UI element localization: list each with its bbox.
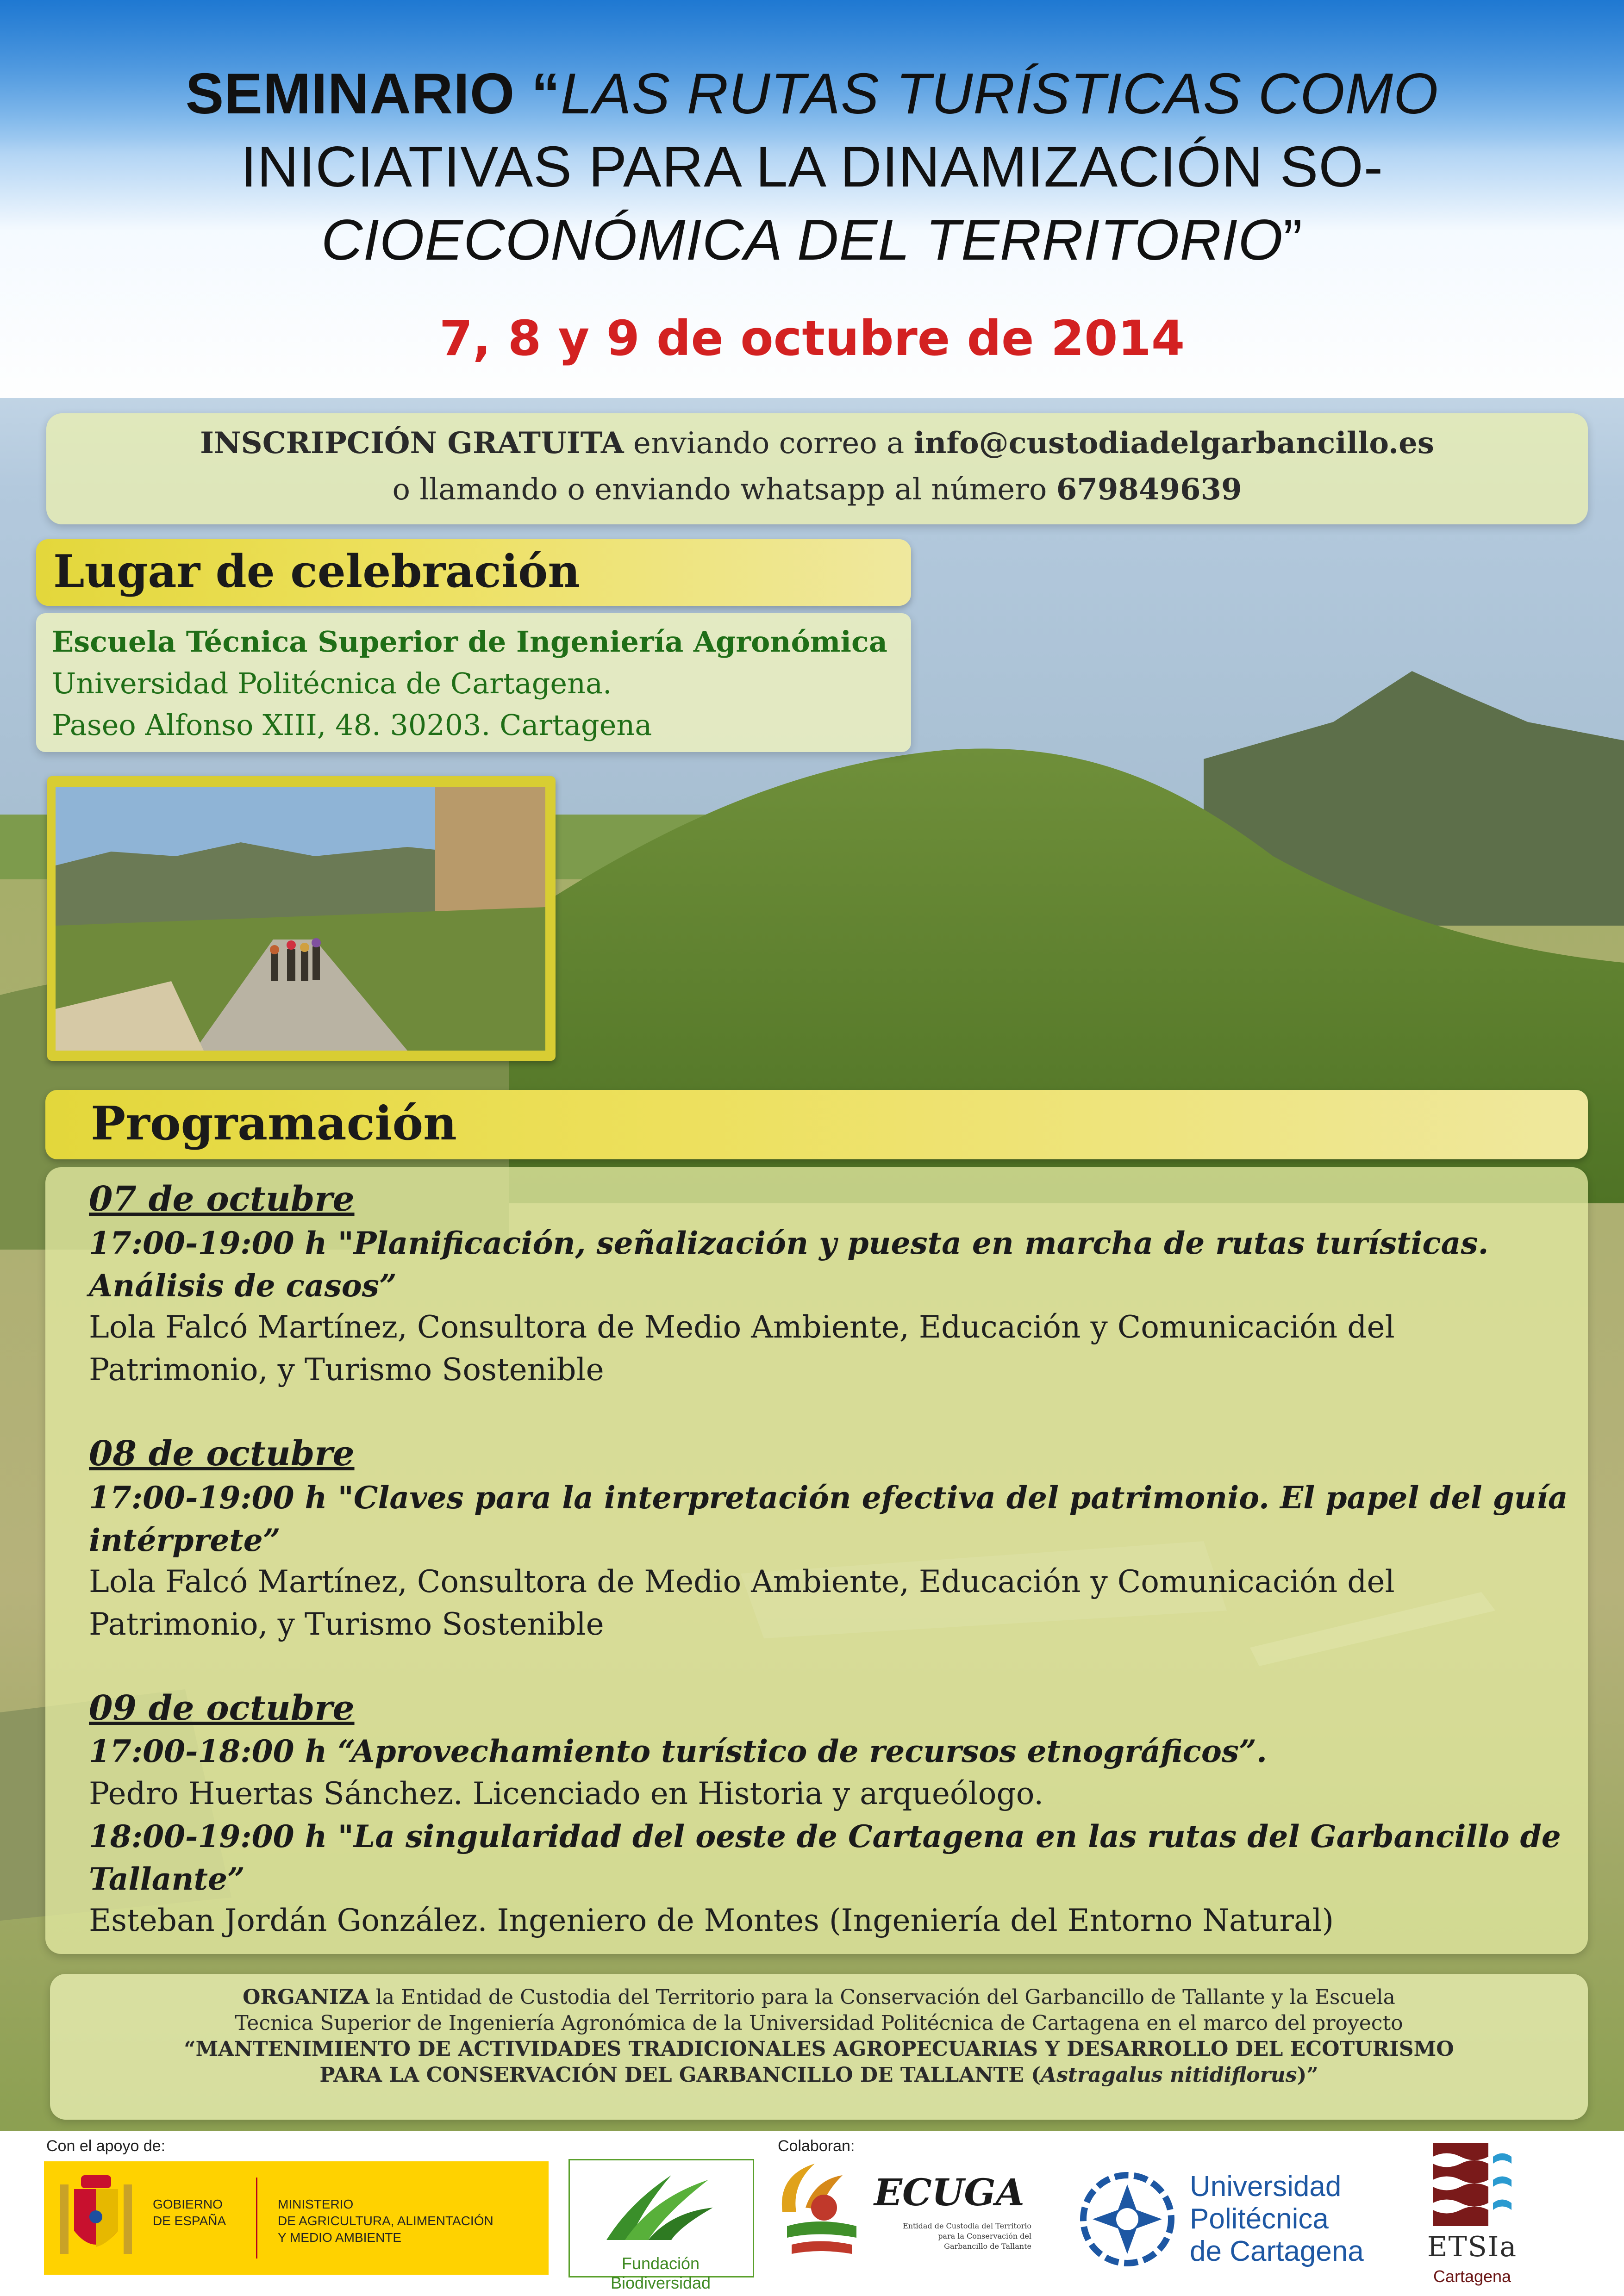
ministerio-text-2: DE AGRICULTURA, ALIMENTACIÓN [278, 2214, 493, 2228]
program-day-1-speaker: Lola Falcó Martínez, Consultora de Medio Ambiente, Educación y Comunicación del Patrimonio, y Turismo Sostenible [89, 1309, 1395, 1388]
program-day-3-date: 09 de octubre [89, 1688, 355, 1728]
organizer-label: ORGANIZA [243, 1985, 369, 2009]
seminar-dates: 7, 8 y 9 de octubre de 2014 [439, 310, 1185, 367]
support-label: Con el apoyo de: [46, 2137, 166, 2155]
closing-quote: ” [1283, 208, 1303, 272]
spain-coat-of-arms-icon [56, 2171, 137, 2263]
program-day-2-date: 08 de octubre [89, 1434, 355, 1474]
seminar-title-line-1 [56, 59, 1568, 129]
seminar-label: SEMINARIO “ [185, 62, 561, 126]
collaborators-label: Colaboran: [778, 2137, 855, 2155]
organizer-project-text-a: PARA LA CONSERVACIÓN DEL GARBANCILLO DE TALLANTE ( [319, 2063, 1041, 2087]
species-name: Astragalus nitidiflorus [1041, 2063, 1297, 2087]
registration-email[interactable]: info@custodiadelgarbancillo.es [913, 426, 1434, 460]
etsia-city: Cartagena [1433, 2267, 1512, 2286]
upct-star-icon [1079, 2171, 1176, 2268]
etsia-waves-icon [1428, 2138, 1516, 2231]
venue-university: Universidad Politécnica de Cartagena. [52, 666, 612, 700]
gobierno-text-2: DE ESPAÑA [153, 2214, 226, 2228]
ecuga-subtitle-3: Garbancillo de Tallante [944, 2242, 1031, 2251]
registration-line-1 [46, 426, 1588, 460]
seminar-title-part-3: CIOECONÓMICA DEL TERRITORIO [321, 208, 1283, 272]
seminar-title-part-1: LAS RUTAS TURÍSTICAS COMO [560, 62, 1439, 126]
ministerio-text-1: MINISTERIO [278, 2197, 354, 2211]
seminar-title-line-2: INICIATIVAS PARA LA DINAMIZACIÓN SO- [240, 135, 1384, 199]
upct-name-1: Universidad [1190, 2171, 1342, 2203]
organizer-project-line-2 [50, 2063, 1588, 2087]
registration-text-a: enviando correo a [624, 426, 914, 460]
gobierno-divider [256, 2178, 257, 2259]
program-day-2-speaker: Lola Falcó Martínez, Consultora de Medio Ambiente, Educación y Comunicación del Patrimonio, y Turismo Sostenible [89, 1564, 1395, 1642]
program-day-3-speaker-2: Esteban Jordán González. Ingeniero de Montes (Ingeniería del Entorno Natural) [89, 1903, 1334, 1938]
gobierno-text-1: GOBIERNO [153, 2197, 223, 2211]
registration-text-b: o llamando o enviando whatsapp al número [392, 473, 1056, 507]
organizer-text-1: la Entidad de Custodia del Territorio para la Conservación del Garbancillo de Tallante y la Escuela [369, 1985, 1395, 2009]
venue-title: Lugar de celebración [53, 545, 580, 597]
upct-name-3: de Cartagena [1190, 2235, 1364, 2267]
seminar-title-line-3 [56, 205, 1568, 275]
program-day-3-speaker-1: Pedro Huertas Sánchez. Licenciado en Historia y arqueólogo. [89, 1776, 1044, 1811]
etsia-name: ETSIa [1427, 2231, 1518, 2263]
organizer-line-2: Tecnica Superior de Ingeniería Agronómica de la Universidad Politécnica de Cartagena en el marco del proyecto [235, 2011, 1403, 2035]
grass-icon [602, 2166, 718, 2245]
registration-phone[interactable]: 679849639 [1056, 472, 1242, 507]
ministerio-text-3: Y MEDIO AMBIENTE [278, 2230, 402, 2245]
organizer-project-line-1: “MANTENIMIENTO DE ACTIVIDADES TRADICIONALES AGROPECUARIAS Y DESARROLLO DEL ECOTURISMO [184, 2037, 1454, 2061]
program-day-3-talk-2: 18:00-19:00 h "La singularidad del oeste de Cartagena en las rutas del Garbancillo de Tallante” [89, 1818, 1561, 1897]
registration-line-2 [46, 472, 1588, 507]
program-day-3-talk-1: 17:00-18:00 h “Aprovechamiento turístico de recursos etnográficos”. [89, 1733, 1267, 1769]
program-day-1-talk: 17:00-19:00 h "Planificación, señalización y puesta en marcha de rutas turísticas. Análisis de casos” [89, 1225, 1489, 1304]
organizer-project-text-b: )” [1297, 2063, 1318, 2087]
program-day-1-date: 07 de octubre [89, 1179, 355, 1219]
upct-name-2: Politécnica [1190, 2203, 1329, 2235]
ecuga-name: ECUGA [874, 2171, 1024, 2214]
registration-label: INSCRIPCIÓN GRATUITA [200, 426, 624, 460]
organizer-line-1 [50, 1985, 1588, 2010]
venue-address: Paseo Alfonso XIII, 48. 30203. Cartagena [52, 708, 652, 742]
program-day-2-talk: 17:00-19:00 h "Claves para la interpretación efectiva del patrimonio. El papel del guía intérprete” [89, 1480, 1568, 1558]
hikers-photo [56, 787, 545, 1051]
program-title: Programación [91, 1096, 457, 1151]
ecuga-subtitle-1: Entidad de Custodia del Territorio [903, 2221, 1031, 2230]
venue-school: Escuela Técnica Superior de Ingeniería Agronómica [52, 625, 887, 659]
ecuga-subtitle-2: para la Conservación del [938, 2232, 1031, 2240]
fundacion-biodiversidad-name: Fundación Biodiversidad [610, 2254, 711, 2292]
ecuga-flower-icon [773, 2157, 868, 2263]
